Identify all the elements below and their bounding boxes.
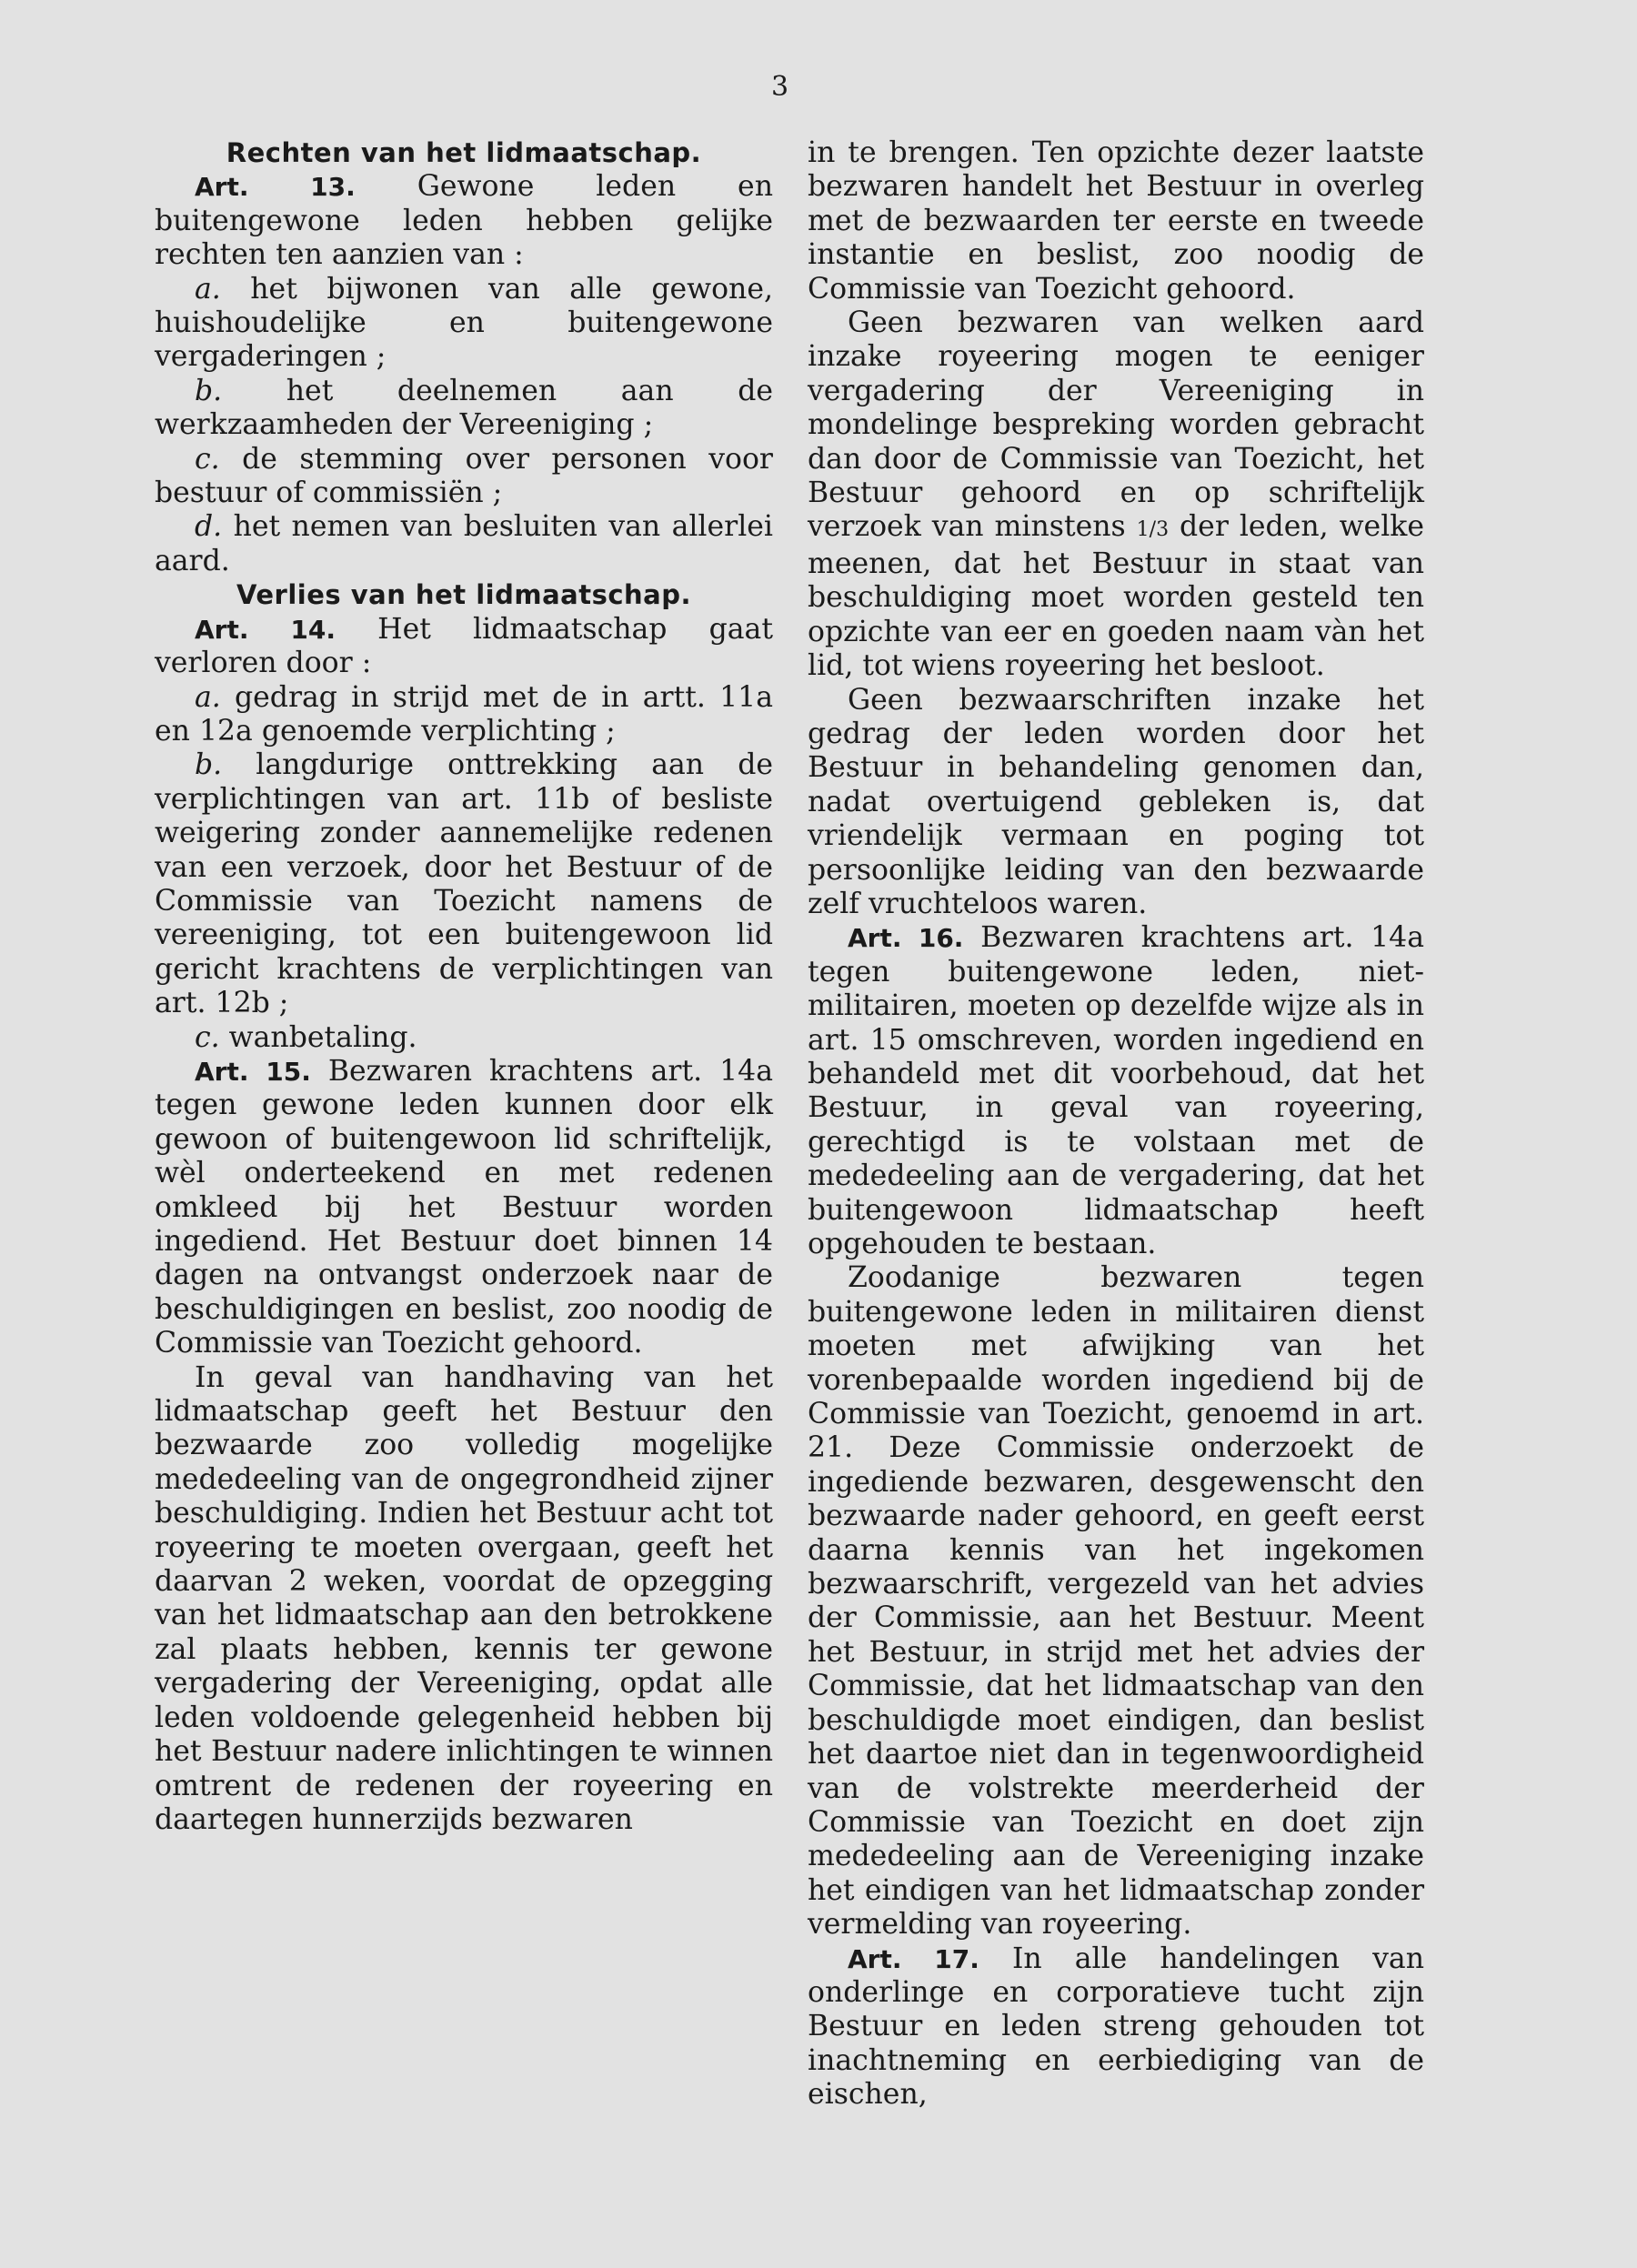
article-16-text: Bezwaren krachtens art. 14a tegen buitengewone leden, niet-militairen, moeten op dezelfde wijze als in art. 15 omschreven, worden ingediend en behandeld met dit voorbehoud, dat het Bestuur, in geval van royeering, gerechtigd is te volstaan met de mededeeling aan de vergadering, dat het buitengewoon lidmaatschap heeft opgehouden te bestaan. — [808, 921, 1424, 1260]
item-marker: b. — [195, 748, 223, 782]
article-15-continuation: in te brengen. Ten opzichte dezer laatste bezwaren handelt het Bestuur in overleg met de bezwaarden ter eerste en tweede instantie en beslist, zoo noodig de Commissie van Toezicht gehoord. — [808, 136, 1424, 306]
item-text: gedrag in strijd met de in artt. 11a en 12a genoemde verplichting ; — [155, 680, 773, 748]
item-marker: c. — [195, 442, 220, 476]
article-14 — [155, 613, 773, 681]
article-15-paragraph-3 — [808, 306, 1424, 683]
item-text: het bijwonen van alle gewone, huishoudelijke en buitengewone vergaderingen ; — [155, 272, 773, 374]
item-text: de stemming over personen voor bestuur of commissiën ; — [155, 442, 773, 510]
article-14-text: Het lidmaatschap gaat verloren door : — [155, 612, 773, 680]
article-15-paragraph-4: Geen bezwaarschriften inzake het gedrag der leden worden door het Bestuur in behandeling genomen dan, nadat overtuigend gebleken is, dat vriendelijk vermaan en poging tot persoonlijke leiding van den bezwaarde zelf vruchteloos waren. — [808, 683, 1424, 920]
article-13-item-c — [155, 443, 773, 511]
item-marker: b. — [195, 374, 223, 407]
article-16-label: Art. 16. — [848, 923, 964, 954]
item-marker: d. — [195, 510, 223, 544]
article-15-label: Art. 15. — [195, 1056, 311, 1087]
item-marker: c. — [195, 1020, 220, 1054]
article-13 — [155, 170, 773, 272]
article-15-paragraph-2: In geval van handhaving van het lidmaatschap geeft het Bestuur den bezwaarde zoo volledig mogelijke mededeeling van de ongegrondheid zijner beschuldiging. Indien het Bestuur acht tot royeering te moeten overgaan, geeft het daarvan 2 weken, voordat de opzegging van het lidmaatschap aan den betrokkene zal plaats hebben, kennis ter gewone vergadering der Vereeniging, opdat alle leden voldoende gelegenheid hebben bij het Bestuur nadere inlichtingen te winnen omtrent de redenen der royeering en daartegen hunnerzijds bezwaren — [155, 1360, 773, 1836]
heading-loss: Verlies van het lidmaatschap. — [236, 579, 692, 611]
paragraph-text: der leden, welke meenen, dat het Bestuur in staat van beschuldiging moet worden gesteld ten opzichte van eer en goeden naam vàn het lid, tot wiens royeering het besloot. — [808, 510, 1424, 683]
page-number: 3 — [771, 71, 789, 103]
left-column — [155, 136, 773, 1837]
article-13-item-b — [155, 375, 773, 443]
article-17 — [808, 1942, 1424, 2112]
article-14-item-a — [155, 681, 773, 749]
article-17-text: In alle handelingen van onderlinge en corporatieve tucht zijn Bestuur en leden streng gehouden tot inachtneming en eerbiediging van de eischen, — [808, 1942, 1424, 2112]
article-14-item-b — [155, 748, 773, 1020]
article-13-label: Art. 13. — [195, 172, 356, 203]
item-text: langdurige onttrekking aan de verplichtingen van art. 11b of besliste weigering zonder aannemelijke redenen van een verzoek, door het Bestuur of de Commissie van Toezicht namens de vereeniging, tot een buitengewoon lid gericht krachtens de verplichtingen van art. 12b ; — [155, 748, 773, 1020]
article-16-paragraph-2: Zoodanige bezwaren tegen buitengewone leden in militairen dienst moeten met afwijking van het vorenbepaalde worden ingediend bij de Commissie van Toezicht, genoemd in art. 21. Deze Commissie onderzoekt de ingediende bezwaren, desgewenscht den bezwaarde nader gehoord, en geeft eerst daarna kennis van het ingekomen bezwaarschrift, vergezeld van het advies der Commissie, aan het Bestuur. Meent het Bestuur, in strijd met het advies der Commissie, dat het lidmaatschap van den beschuldigde moet eindigen, dan beslist het daartoe niet dan in tegenwoordigheid van de volstrekte meerderheid der Commissie van Toezicht en doet zijn mededeeling aan de Vereeniging inzake het eindigen van het lidmaatschap zonder vermelding van royeering. — [808, 1261, 1424, 1942]
article-13-item-a — [155, 273, 773, 375]
item-marker: a. — [195, 680, 221, 714]
paragraph-text: Geen bezwaren van welken aard inzake royeering mogen te eeniger vergadering der Vereeniging in mondelinge bespreking worden gebracht dan door de Commissie van Toezicht, het Bestuur gehoord en op schriftelijk verzoek van minstens — [808, 306, 1424, 544]
article-13-text: Gewone leden en buitengewone leden hebben gelijke rechten ten aanzien van : — [155, 170, 773, 272]
item-text: het deelnemen aan de werkzaamheden der Vereeniging ; — [155, 374, 773, 442]
article-14-item-c — [155, 1021, 773, 1055]
article-13-item-d — [155, 510, 773, 578]
item-marker: a. — [195, 272, 221, 306]
fraction: 1/3 — [1136, 518, 1170, 542]
heading-rights: Rechten van het lidmaatschap. — [226, 137, 702, 168]
article-17-label: Art. 17. — [848, 1943, 979, 1974]
item-text: het nemen van besluiten van allerlei aard. — [155, 510, 773, 577]
article-15-text: Bezwaren krachtens art. 14a tegen gewone leden kunnen door elk gewoon of buitengewoon lid schriftelijk, wèl onderteekend en met redenen omkleed bij het Bestuur worden ingediend. Het Bestuur doet binnen 14 dagen na ontvangst onderzoek naar de beschuldigingen en beslist, zoo noodig de Commissie van Toezicht gehoord. — [155, 1054, 773, 1360]
article-14-label: Art. 14. — [195, 614, 336, 645]
article-16 — [808, 921, 1424, 1261]
item-text: wanbetaling. — [219, 1020, 417, 1054]
article-15 — [155, 1055, 773, 1361]
right-column — [808, 136, 1424, 2112]
